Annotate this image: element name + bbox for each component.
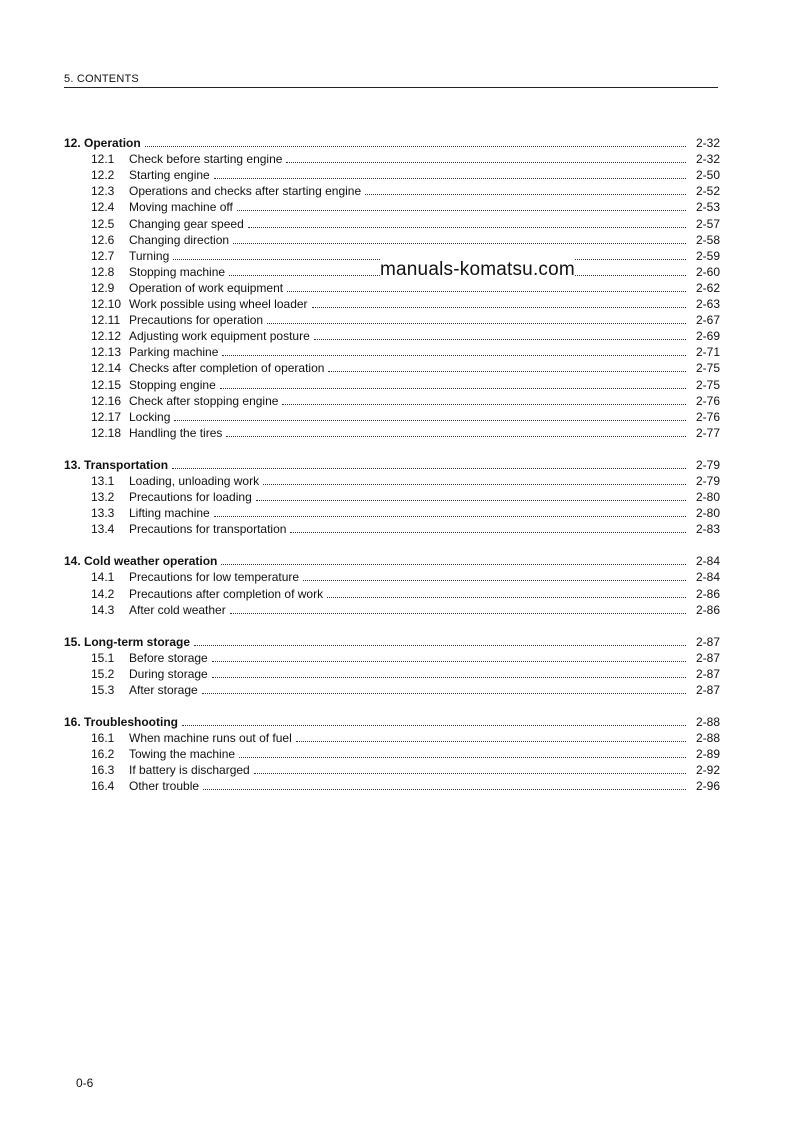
page-ref: 2-32 bbox=[695, 152, 720, 167]
dot-leader bbox=[220, 388, 686, 389]
entry-label: Precautions for transportation bbox=[129, 522, 287, 537]
page-ref: 2-88 bbox=[695, 731, 720, 746]
toc-entry[interactable] bbox=[64, 408, 720, 424]
dot-leader bbox=[328, 371, 686, 372]
entry-number: 12.10 bbox=[91, 297, 122, 312]
dot-leader bbox=[312, 307, 686, 308]
page-ref: 2-59 bbox=[695, 248, 720, 263]
watermark-text: manuals-komatsu.com bbox=[380, 259, 575, 280]
entry-label: Changing gear speed bbox=[129, 216, 244, 231]
entry-label: Check before starting engine bbox=[129, 152, 283, 167]
toc-section bbox=[64, 134, 720, 440]
toc-entry[interactable] bbox=[64, 231, 720, 247]
dot-leader bbox=[237, 210, 686, 211]
dot-leader bbox=[145, 146, 686, 147]
entry-label: If battery is discharged bbox=[129, 763, 250, 778]
entry-label: Precautions after completion of work bbox=[129, 586, 324, 601]
toc-entry[interactable] bbox=[64, 504, 720, 520]
dot-leader bbox=[282, 404, 686, 405]
section-title: 16. Troubleshooting bbox=[64, 715, 179, 730]
entry-number: 12.13 bbox=[91, 345, 122, 360]
toc-section bbox=[64, 552, 720, 616]
dot-leader bbox=[226, 436, 686, 437]
page-ref: 2-92 bbox=[695, 763, 720, 778]
page-ref: 2-84 bbox=[695, 554, 720, 569]
entry-label: Changing direction bbox=[129, 232, 230, 247]
entry-label: After cold weather bbox=[129, 602, 226, 617]
toc-entry[interactable] bbox=[64, 166, 720, 182]
toc-section-heading[interactable] bbox=[64, 713, 720, 729]
page-ref: 2-52 bbox=[695, 184, 720, 199]
dot-leader bbox=[256, 500, 686, 501]
section-title: 12. Operation bbox=[64, 136, 141, 151]
dot-leader bbox=[303, 580, 686, 581]
toc-entry[interactable] bbox=[64, 150, 720, 166]
page-ref: 2-60 bbox=[695, 264, 720, 279]
entry-number: 13.1 bbox=[91, 473, 115, 488]
toc-entry[interactable] bbox=[64, 568, 720, 584]
toc-entry[interactable] bbox=[64, 777, 720, 793]
page-ref: 2-71 bbox=[695, 345, 720, 360]
entry-label: After storage bbox=[129, 683, 198, 697]
entry-number: 12.14 bbox=[91, 361, 122, 376]
toc-entry[interactable] bbox=[64, 198, 720, 214]
page-ref: 2-76 bbox=[695, 409, 720, 424]
entry-label: Towing the machine bbox=[129, 747, 236, 762]
entry-number: 13.4 bbox=[91, 522, 115, 537]
entry-number: 14.3 bbox=[91, 602, 115, 617]
toc-entry[interactable] bbox=[64, 392, 720, 408]
toc-section bbox=[64, 456, 720, 536]
entry-label: Before storage bbox=[129, 650, 208, 665]
entry-label: During storage bbox=[129, 666, 208, 681]
entry-label: Work possible using wheel loader bbox=[129, 297, 308, 312]
entry-label: Stopping machine bbox=[129, 264, 226, 279]
entry-label: Parking machine bbox=[129, 345, 219, 360]
page-ref: 2-84 bbox=[695, 570, 720, 585]
page-ref: 2-58 bbox=[695, 232, 720, 247]
dot-leader bbox=[290, 532, 686, 533]
page-ref: 2-86 bbox=[695, 586, 720, 601]
toc-section-heading[interactable] bbox=[64, 456, 720, 472]
page-ref: 2-75 bbox=[695, 361, 720, 376]
entry-label: Lifting machine bbox=[129, 506, 210, 521]
page-ref: 2-87 bbox=[695, 634, 720, 649]
entry-label: Precautions for operation bbox=[129, 313, 264, 328]
toc-entry[interactable] bbox=[64, 343, 720, 359]
toc-section bbox=[64, 633, 720, 697]
dot-leader bbox=[212, 661, 686, 662]
page-ref: 2-76 bbox=[695, 393, 720, 408]
toc-entry[interactable] bbox=[64, 359, 720, 375]
toc-entry[interactable] bbox=[64, 424, 720, 440]
dot-leader bbox=[221, 564, 686, 565]
dot-leader bbox=[254, 773, 686, 774]
toc-section-heading[interactable] bbox=[64, 134, 720, 150]
page-ref: 2-88 bbox=[695, 715, 720, 730]
entry-label: Operations and checks after starting engine bbox=[129, 184, 362, 199]
dot-leader bbox=[194, 645, 686, 646]
page-ref: 2-77 bbox=[695, 425, 720, 440]
dot-leader bbox=[202, 693, 686, 694]
entry-number: 14.2 bbox=[91, 586, 115, 601]
toc-entry[interactable] bbox=[64, 584, 720, 600]
entry-number: 15.1 bbox=[91, 650, 115, 665]
dot-leader bbox=[222, 355, 686, 356]
entry-number: 12.1 bbox=[91, 152, 115, 167]
entry-number: 12.11 bbox=[91, 313, 121, 328]
entry-number: 14.1 bbox=[91, 570, 115, 585]
entry-number: 12.6 bbox=[91, 232, 115, 247]
page-header bbox=[64, 72, 718, 88]
entry-number: 12.5 bbox=[91, 216, 115, 231]
entry-number: 12.16 bbox=[91, 393, 122, 408]
page-ref: 2-87 bbox=[695, 650, 720, 665]
header-title: 5. CONTENTS bbox=[64, 73, 139, 85]
toc-entry[interactable] bbox=[64, 681, 720, 697]
dot-leader bbox=[286, 162, 686, 163]
page-ref: 2-80 bbox=[695, 490, 720, 505]
page-ref: 2-53 bbox=[695, 200, 720, 215]
section-title: 15. Long-term storage bbox=[64, 634, 191, 649]
toc-section bbox=[64, 713, 720, 793]
toc-entry[interactable] bbox=[64, 327, 720, 343]
dot-leader bbox=[365, 194, 686, 195]
entry-number: 16.2 bbox=[91, 747, 115, 762]
toc-entry[interactable] bbox=[64, 665, 720, 681]
section-title: 14. Cold weather operation bbox=[64, 554, 218, 569]
toc-entry[interactable] bbox=[64, 214, 720, 230]
entry-number: 12.2 bbox=[91, 168, 115, 183]
page-ref: 2-62 bbox=[695, 280, 720, 295]
entry-label: Handling the tires bbox=[129, 425, 223, 440]
dot-leader bbox=[314, 339, 686, 340]
dot-leader bbox=[214, 516, 686, 517]
dot-leader bbox=[263, 484, 686, 485]
entry-label: Precautions for loading bbox=[129, 490, 252, 505]
toc-entry[interactable] bbox=[64, 761, 720, 777]
entry-number: 15.3 bbox=[91, 683, 115, 697]
page-ref: 2-32 bbox=[695, 136, 720, 151]
page-ref: 2-87 bbox=[695, 683, 720, 697]
dot-leader bbox=[182, 725, 686, 726]
entry-label: Check after stopping engine bbox=[129, 393, 279, 408]
section-title: 13. Transportation bbox=[64, 457, 169, 472]
dot-leader bbox=[203, 789, 686, 790]
entry-label: Adjusting work equipment posture bbox=[129, 329, 310, 344]
page-ref: 2-86 bbox=[695, 602, 720, 617]
entry-label: Precautions for low temperature bbox=[129, 570, 300, 585]
page-ref: 2-89 bbox=[695, 747, 720, 762]
entry-number: 13.3 bbox=[91, 506, 115, 521]
page-ref: 2-79 bbox=[695, 457, 720, 472]
entry-label: Turning bbox=[129, 248, 170, 263]
entry-number: 16.4 bbox=[91, 779, 115, 794]
page-ref: 2-96 bbox=[695, 779, 720, 794]
entry-label: Starting engine bbox=[129, 168, 210, 183]
toc-entry[interactable] bbox=[64, 295, 720, 311]
entry-number: 13.2 bbox=[91, 490, 115, 505]
entry-label: Locking bbox=[129, 409, 171, 424]
toc-entry[interactable] bbox=[64, 745, 720, 761]
page-ref: 2-80 bbox=[695, 506, 720, 521]
entry-number: 12.18 bbox=[91, 425, 122, 440]
page-ref: 2-83 bbox=[695, 522, 720, 537]
toc-section-heading[interactable] bbox=[64, 633, 720, 649]
toc-entry[interactable] bbox=[64, 520, 720, 536]
page-ref: 2-63 bbox=[695, 297, 720, 312]
dot-leader bbox=[212, 677, 686, 678]
entry-label: Other trouble bbox=[129, 779, 200, 794]
entry-label: When machine runs out of fuel bbox=[129, 731, 292, 746]
dot-leader bbox=[296, 741, 686, 742]
page-ref: 2-79 bbox=[695, 473, 720, 488]
entry-number: 16.3 bbox=[91, 763, 115, 778]
entry-label: Moving machine off bbox=[129, 200, 233, 215]
toc-entry[interactable] bbox=[64, 182, 720, 198]
page-ref: 2-69 bbox=[695, 329, 720, 344]
dot-leader bbox=[287, 291, 686, 292]
page-ref: 2-67 bbox=[695, 313, 720, 328]
dot-leader bbox=[267, 323, 686, 324]
dot-leader bbox=[239, 757, 686, 758]
page-ref: 2-87 bbox=[695, 666, 720, 681]
page-ref: 2-75 bbox=[695, 377, 720, 392]
page-number: 0-6 bbox=[76, 1076, 94, 1090]
toc-entry[interactable] bbox=[64, 729, 720, 745]
page-ref: 2-50 bbox=[695, 168, 720, 183]
entry-number: 12.4 bbox=[91, 200, 115, 215]
page-ref: 2-57 bbox=[695, 216, 720, 231]
entry-number: 16.1 bbox=[91, 731, 115, 746]
entry-number: 12.7 bbox=[91, 248, 115, 263]
table-of-contents bbox=[64, 134, 720, 809]
toc-entry[interactable] bbox=[64, 472, 720, 488]
dot-leader bbox=[233, 243, 686, 244]
entry-label: Operation of work equipment bbox=[129, 280, 284, 295]
dot-leader bbox=[327, 597, 686, 598]
dot-leader bbox=[174, 420, 686, 421]
toc-entry[interactable] bbox=[64, 649, 720, 665]
dot-leader bbox=[214, 178, 686, 179]
entry-number: 15.2 bbox=[91, 666, 115, 681]
toc-entry[interactable] bbox=[64, 279, 720, 295]
toc-entry[interactable] bbox=[64, 488, 720, 504]
dot-leader bbox=[248, 227, 686, 228]
entry-label: Checks after completion of operation bbox=[129, 361, 325, 376]
toc-entry[interactable] bbox=[64, 375, 720, 391]
entry-label: Stopping engine bbox=[129, 377, 216, 392]
entry-number: 12.9 bbox=[91, 280, 115, 295]
entry-number: 12.12 bbox=[91, 329, 122, 344]
toc-section-heading[interactable] bbox=[64, 552, 720, 568]
dot-leader bbox=[172, 468, 686, 469]
entry-label: Loading, unloading work bbox=[129, 473, 260, 488]
entry-number: 12.8 bbox=[91, 264, 115, 279]
dot-leader bbox=[230, 613, 686, 614]
entry-number: 12.17 bbox=[91, 409, 122, 424]
toc-entry[interactable] bbox=[64, 311, 720, 327]
entry-number: 12.3 bbox=[91, 184, 115, 199]
entry-number: 12.15 bbox=[91, 377, 122, 392]
toc-entry[interactable] bbox=[64, 601, 720, 617]
